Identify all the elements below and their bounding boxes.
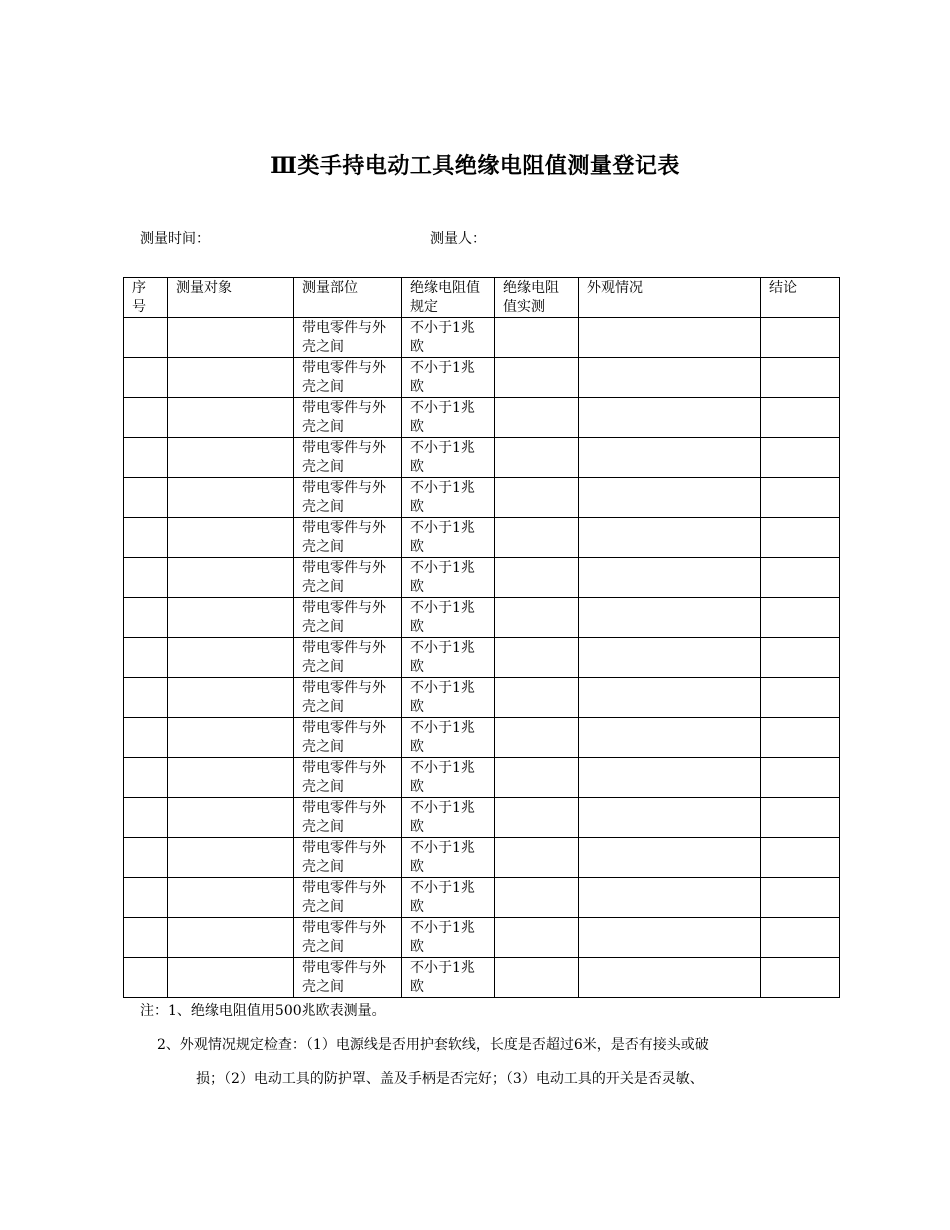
cell-conclusion[interactable] — [761, 438, 840, 478]
cell-conclusion[interactable] — [761, 678, 840, 718]
cell-object[interactable] — [168, 598, 294, 638]
cell-object[interactable] — [168, 798, 294, 838]
cell-index[interactable] — [124, 478, 168, 518]
header-spec: 绝缘电阻值规定 — [402, 278, 495, 318]
cell-conclusion[interactable] — [761, 718, 840, 758]
cell-index[interactable] — [124, 318, 168, 358]
cell-measured[interactable] — [495, 438, 579, 478]
cell-spec: 不小于1兆欧 — [402, 678, 495, 718]
table-row — [124, 598, 840, 638]
cell-object[interactable] — [168, 678, 294, 718]
cell-object[interactable] — [168, 878, 294, 918]
cell-spec: 不小于1兆欧 — [402, 638, 495, 678]
table-row — [124, 798, 840, 838]
table-row — [124, 558, 840, 598]
table-row — [124, 638, 840, 678]
note-line-1: 注：1、绝缘电阻值用500兆欧表测量。 — [140, 1003, 386, 1019]
cell-part: 带电零件与外壳之间 — [294, 438, 402, 478]
cell-appearance[interactable] — [579, 398, 761, 438]
cell-spec: 不小于1兆欧 — [402, 558, 495, 598]
cell-appearance[interactable] — [579, 878, 761, 918]
cell-index[interactable] — [124, 758, 168, 798]
cell-measured[interactable] — [495, 758, 579, 798]
cell-measured[interactable] — [495, 398, 579, 438]
cell-measured[interactable] — [495, 918, 579, 958]
cell-measured[interactable] — [495, 958, 579, 998]
header-appearance: 外观情况 — [579, 278, 761, 318]
cell-index[interactable] — [124, 398, 168, 438]
cell-index[interactable] — [124, 438, 168, 478]
cell-measured[interactable] — [495, 718, 579, 758]
cell-appearance[interactable] — [579, 558, 761, 598]
cell-part: 带电零件与外壳之间 — [294, 798, 402, 838]
cell-measured[interactable] — [495, 798, 579, 838]
cell-measured[interactable] — [495, 678, 579, 718]
table-header-row — [124, 278, 840, 318]
cell-spec: 不小于1兆欧 — [402, 518, 495, 558]
header-part: 测量部位 — [294, 278, 402, 318]
cell-appearance[interactable] — [579, 598, 761, 638]
cell-appearance[interactable] — [579, 918, 761, 958]
cell-spec: 不小于1兆欧 — [402, 478, 495, 518]
cell-appearance[interactable] — [579, 718, 761, 758]
table-row — [124, 478, 840, 518]
table-row — [124, 878, 840, 918]
cell-object[interactable] — [168, 638, 294, 678]
cell-measured[interactable] — [495, 478, 579, 518]
cell-part: 带电零件与外壳之间 — [294, 638, 402, 678]
cell-index[interactable] — [124, 518, 168, 558]
cell-measured[interactable] — [495, 358, 579, 398]
cell-index[interactable] — [124, 718, 168, 758]
cell-spec: 不小于1兆欧 — [402, 918, 495, 958]
page-title: Ⅲ类手持电动工具绝缘电阻值测量登记表 — [270, 153, 680, 179]
header-object: 测量对象 — [168, 278, 294, 318]
cell-appearance[interactable] — [579, 958, 761, 998]
table-row — [124, 718, 840, 758]
table-row — [124, 958, 840, 998]
cell-spec: 不小于1兆欧 — [402, 838, 495, 878]
cell-part: 带电零件与外壳之间 — [294, 958, 402, 998]
cell-appearance[interactable] — [579, 678, 761, 718]
cell-part: 带电零件与外壳之间 — [294, 358, 402, 398]
table-row — [124, 758, 840, 798]
cell-object[interactable] — [168, 838, 294, 878]
cell-conclusion[interactable] — [761, 838, 840, 878]
cell-part: 带电零件与外壳之间 — [294, 878, 402, 918]
header-conclusion: 结论 — [761, 278, 840, 318]
table-row — [124, 918, 840, 958]
measure-time-label: 测量时间： — [140, 231, 210, 247]
cell-conclusion[interactable] — [761, 878, 840, 918]
cell-spec: 不小于1兆欧 — [402, 878, 495, 918]
measurement-table — [123, 277, 840, 998]
cell-part: 带电零件与外壳之间 — [294, 518, 402, 558]
table-row — [124, 358, 840, 398]
cell-spec: 不小于1兆欧 — [402, 598, 495, 638]
cell-part: 带电零件与外壳之间 — [294, 838, 402, 878]
cell-appearance[interactable] — [579, 838, 761, 878]
cell-measured[interactable] — [495, 558, 579, 598]
cell-spec: 不小于1兆欧 — [402, 318, 495, 358]
cell-spec: 不小于1兆欧 — [402, 958, 495, 998]
cell-object[interactable] — [168, 358, 294, 398]
cell-conclusion[interactable] — [761, 358, 840, 398]
cell-appearance[interactable] — [579, 638, 761, 678]
cell-measured[interactable] — [495, 638, 579, 678]
cell-measured[interactable] — [495, 598, 579, 638]
cell-index[interactable] — [124, 638, 168, 678]
cell-conclusion[interactable] — [761, 558, 840, 598]
cell-index[interactable] — [124, 838, 168, 878]
cell-object[interactable] — [168, 558, 294, 598]
cell-object[interactable] — [168, 918, 294, 958]
cell-appearance[interactable] — [579, 758, 761, 798]
cell-spec: 不小于1兆欧 — [402, 398, 495, 438]
cell-part: 带电零件与外壳之间 — [294, 558, 402, 598]
cell-conclusion[interactable] — [761, 598, 840, 638]
cell-conclusion[interactable] — [761, 958, 840, 998]
cell-appearance[interactable] — [579, 438, 761, 478]
cell-spec: 不小于1兆欧 — [402, 358, 495, 398]
table-row — [124, 838, 840, 878]
cell-part: 带电零件与外壳之间 — [294, 478, 402, 518]
cell-object[interactable] — [168, 318, 294, 358]
cell-conclusion[interactable] — [761, 798, 840, 838]
cell-measured[interactable] — [495, 318, 579, 358]
cell-appearance[interactable] — [579, 318, 761, 358]
cell-appearance[interactable] — [579, 798, 761, 838]
cell-index[interactable] — [124, 878, 168, 918]
cell-part: 带电零件与外壳之间 — [294, 758, 402, 798]
cell-index[interactable] — [124, 678, 168, 718]
note-line-2: 2、外观情况规定检查：（1）电源线是否用护套软线，长度是否超过6米，是否有接头或破 — [157, 1037, 709, 1053]
cell-object[interactable] — [168, 398, 294, 438]
cell-spec: 不小于1兆欧 — [402, 718, 495, 758]
measurer-label: 测量人： — [430, 231, 486, 247]
cell-object[interactable] — [168, 478, 294, 518]
cell-part: 带电零件与外壳之间 — [294, 718, 402, 758]
cell-object[interactable] — [168, 438, 294, 478]
cell-part: 带电零件与外壳之间 — [294, 318, 402, 358]
cell-measured[interactable] — [495, 518, 579, 558]
cell-conclusion[interactable] — [761, 398, 840, 438]
cell-part: 带电零件与外壳之间 — [294, 678, 402, 718]
cell-conclusion[interactable] — [761, 918, 840, 958]
cell-index[interactable] — [124, 958, 168, 998]
cell-index[interactable] — [124, 558, 168, 598]
cell-conclusion[interactable] — [761, 518, 840, 558]
cell-part: 带电零件与外壳之间 — [294, 918, 402, 958]
cell-appearance[interactable] — [579, 518, 761, 558]
cell-object[interactable] — [168, 518, 294, 558]
table-row — [124, 318, 840, 358]
header-index: 序号 — [124, 278, 168, 318]
table-row — [124, 518, 840, 558]
cell-object[interactable] — [168, 718, 294, 758]
note-line-3: 损；（2）电动工具的防护罩、盖及手柄是否完好；（3）电动工具的开关是否灵敏、 — [196, 1071, 704, 1087]
cell-index[interactable] — [124, 598, 168, 638]
cell-index[interactable] — [124, 798, 168, 838]
cell-object[interactable] — [168, 758, 294, 798]
cell-conclusion[interactable] — [761, 318, 840, 358]
cell-conclusion[interactable] — [761, 478, 840, 518]
cell-spec: 不小于1兆欧 — [402, 438, 495, 478]
cell-conclusion[interactable] — [761, 758, 840, 798]
cell-part: 带电零件与外壳之间 — [294, 598, 402, 638]
cell-spec: 不小于1兆欧 — [402, 798, 495, 838]
cell-measured[interactable] — [495, 878, 579, 918]
cell-appearance[interactable] — [579, 358, 761, 398]
cell-object[interactable] — [168, 958, 294, 998]
header-measured: 绝缘电阻值实测 — [495, 278, 579, 318]
cell-spec: 不小于1兆欧 — [402, 758, 495, 798]
cell-index[interactable] — [124, 918, 168, 958]
table-row — [124, 398, 840, 438]
table-row — [124, 438, 840, 478]
cell-part: 带电零件与外壳之间 — [294, 398, 402, 438]
table-row — [124, 678, 840, 718]
cell-measured[interactable] — [495, 838, 579, 878]
cell-index[interactable] — [124, 358, 168, 398]
cell-appearance[interactable] — [579, 478, 761, 518]
cell-conclusion[interactable] — [761, 638, 840, 678]
